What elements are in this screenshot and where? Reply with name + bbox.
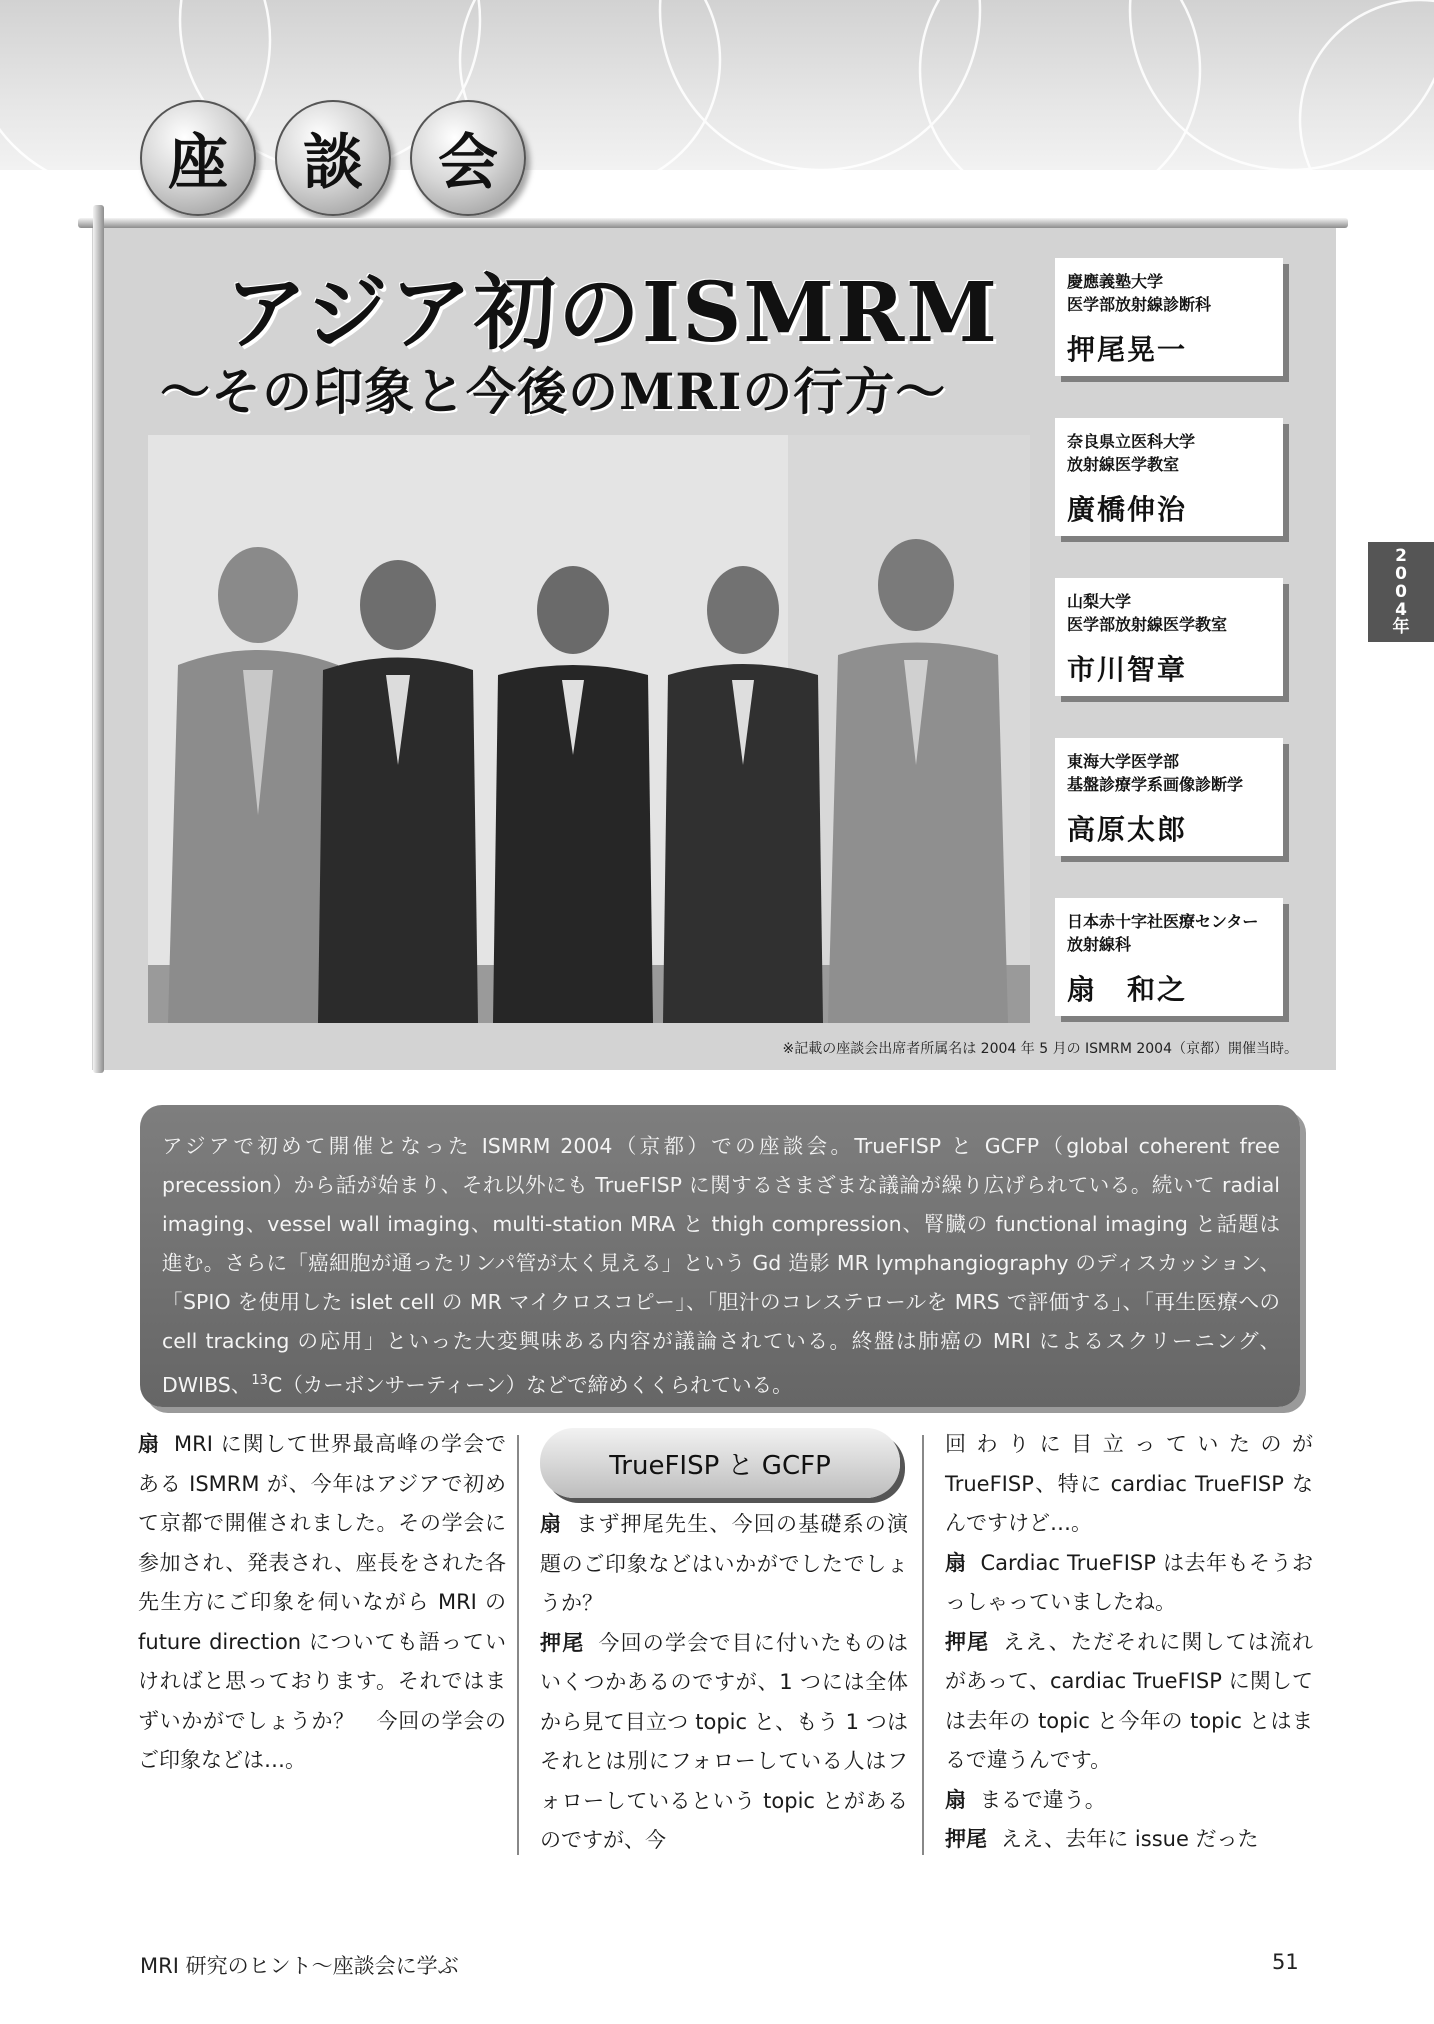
year-char: 年: [1392, 617, 1410, 638]
body-column-1: [138, 1425, 506, 1781]
group-photo: [148, 435, 1030, 1023]
member-affiliation: 慶應義塾大学 医学部放射線診断科: [1067, 272, 1212, 315]
hero-top-rail: [78, 218, 1348, 228]
speaker: 扇: [945, 1550, 967, 1575]
member-name: 押尾晃一: [1067, 333, 1188, 366]
title-char-3: 会: [410, 100, 526, 216]
speaker: 押尾: [945, 1629, 990, 1654]
member-name: 廣橋伸治: [1067, 493, 1188, 526]
utterance: 今回の学会で目に付いたものはいくつかあるのですが、1 つには全体から見て目立つ topic と、もう 1 つはそれとは別にフォローしている人はフォローしているという topic とがあるのですが、今: [540, 1630, 909, 1852]
utterance: ええ、ただそれに関しては流れがあって、cardiac TrueFISP に関しては去年の topic と今年の topic とはまるで違うんです。: [945, 1629, 1313, 1772]
speaker: 扇: [945, 1787, 966, 1812]
headline: アジア初のISMRM: [225, 265, 999, 361]
summary-text: [162, 1127, 1280, 1405]
member-card-1: [1055, 258, 1283, 376]
summary-text-b: C（カーボンサーティーン）などで締めくくられている。: [267, 1372, 793, 1397]
year-char: 4: [1395, 599, 1407, 620]
column-divider-2: [922, 1435, 924, 1855]
speaker: 扇: [138, 1432, 161, 1456]
dialogue-line: [138, 1425, 506, 1781]
title-char-1: 座: [140, 100, 256, 216]
body-column-3: [945, 1425, 1313, 1860]
member-name: 扇 和之: [1067, 973, 1188, 1006]
column-divider-1: [517, 1435, 519, 1855]
dialogue-line: [540, 1624, 908, 1861]
zadankai-title: [140, 100, 520, 215]
utterance: まず押尾先生、今回の基礎系の演題のご印象などはいかがでしたでしょうか？: [540, 1512, 909, 1615]
member-affiliation: 山梨大学 医学部放射線医学教室: [1067, 592, 1228, 635]
utterance: ええ、去年に issue だった: [1001, 1827, 1259, 1851]
member-affiliation: 東海大学医学部 基盤診療学系画像診断学: [1067, 752, 1244, 795]
utterance: まるで違う。: [980, 1787, 1106, 1812]
page-number: 51: [1272, 1950, 1299, 1974]
summary-superscript: 13: [251, 1373, 268, 1388]
summary-box: [140, 1105, 1300, 1407]
group-photo-drawing: [148, 435, 1030, 1023]
dialogue-line: [540, 1505, 908, 1624]
member-affiliation: 日本赤十字社医療センター 放射線科: [1067, 912, 1259, 955]
member-card-5: [1055, 898, 1283, 1016]
attendee-note: ※記載の座談会出席者所属名は 2004 年 5 月の ISMRM 2004（京都）開催当時。: [782, 1041, 1298, 1057]
dialogue-line: [945, 1781, 1313, 1821]
dialogue-line: [945, 1544, 1313, 1623]
member-card-4: [1055, 738, 1283, 856]
year-side-tab: [1368, 542, 1434, 642]
hero-left-rail: [93, 205, 104, 1073]
utterance: Cardiac TrueFISP は去年もそうおっしゃっていましたね。: [945, 1550, 1313, 1614]
body-column-2: [540, 1505, 908, 1861]
year-char: 0: [1395, 581, 1407, 602]
summary-text-a: アジアで初めて開催となった ISMRM 2004（京都）での座談会。TrueFISP と GCFP（global coherent free precession）から話が始まり、それ以外にも TrueFISP に関するさまざまな議論が繰り広げられている。続いて radial imaging、vessel wall imaging、multi-station MRA と thigh compression、腎臓の functional imaging と話題は進む。さらに「癌細胞が通ったリンパ管が太く見える」という Gd 造影 MR lymphangiography のディスカッション、「SPIO を使用した islet cell の MR マイクロスコピー」、「胆汁のコレステロールを MRS で評価する」、「再生医療への cell tracking の応用」といった大変興味ある内容が議論されている。終盤は肺癌の MRI によるスクリーニング、DWIBS、: [162, 1134, 1280, 1397]
speaker: 扇: [540, 1512, 563, 1536]
member-affiliation: 奈良県立医科大学 放射線医学教室: [1067, 432, 1196, 475]
member-name: 高原太郎: [1067, 813, 1188, 846]
dialogue-line: [945, 1425, 1313, 1544]
title-char-2: 談: [275, 100, 391, 216]
member-name: 市川智章: [1067, 653, 1188, 686]
member-card-2: [1055, 418, 1283, 536]
member-card-3: [1055, 578, 1283, 696]
year-char: 0: [1395, 563, 1407, 584]
utterance: 回わりに目立っていたのが TrueFISP、特に cardiac TrueFISP なんですけど…。: [945, 1432, 1313, 1535]
section-heading: TrueFISP と GCFP: [540, 1428, 900, 1498]
speaker: 押尾: [540, 1630, 585, 1655]
dialogue-line: [945, 1623, 1313, 1781]
speaker: 押尾: [945, 1827, 987, 1851]
utterance: MRI に関して世界最高峰の学会である ISMRM が、今年はアジアで初めて京都で開催されました。その学会に参加され、発表され、座長をされた各先生方にご印象を伺いながら MRI の future direction についても語っていければと思っております。それではまずいかがでしょうか？ 今回の学会のご印象などは…。: [138, 1432, 507, 1772]
year-char: 2: [1395, 546, 1407, 566]
running-footer: MRI 研究のヒント〜座談会に学ぶ: [140, 1954, 459, 1978]
dialogue-line: [945, 1820, 1313, 1860]
subheadline: 〜その印象と今後のMRIの行方〜: [160, 362, 947, 421]
